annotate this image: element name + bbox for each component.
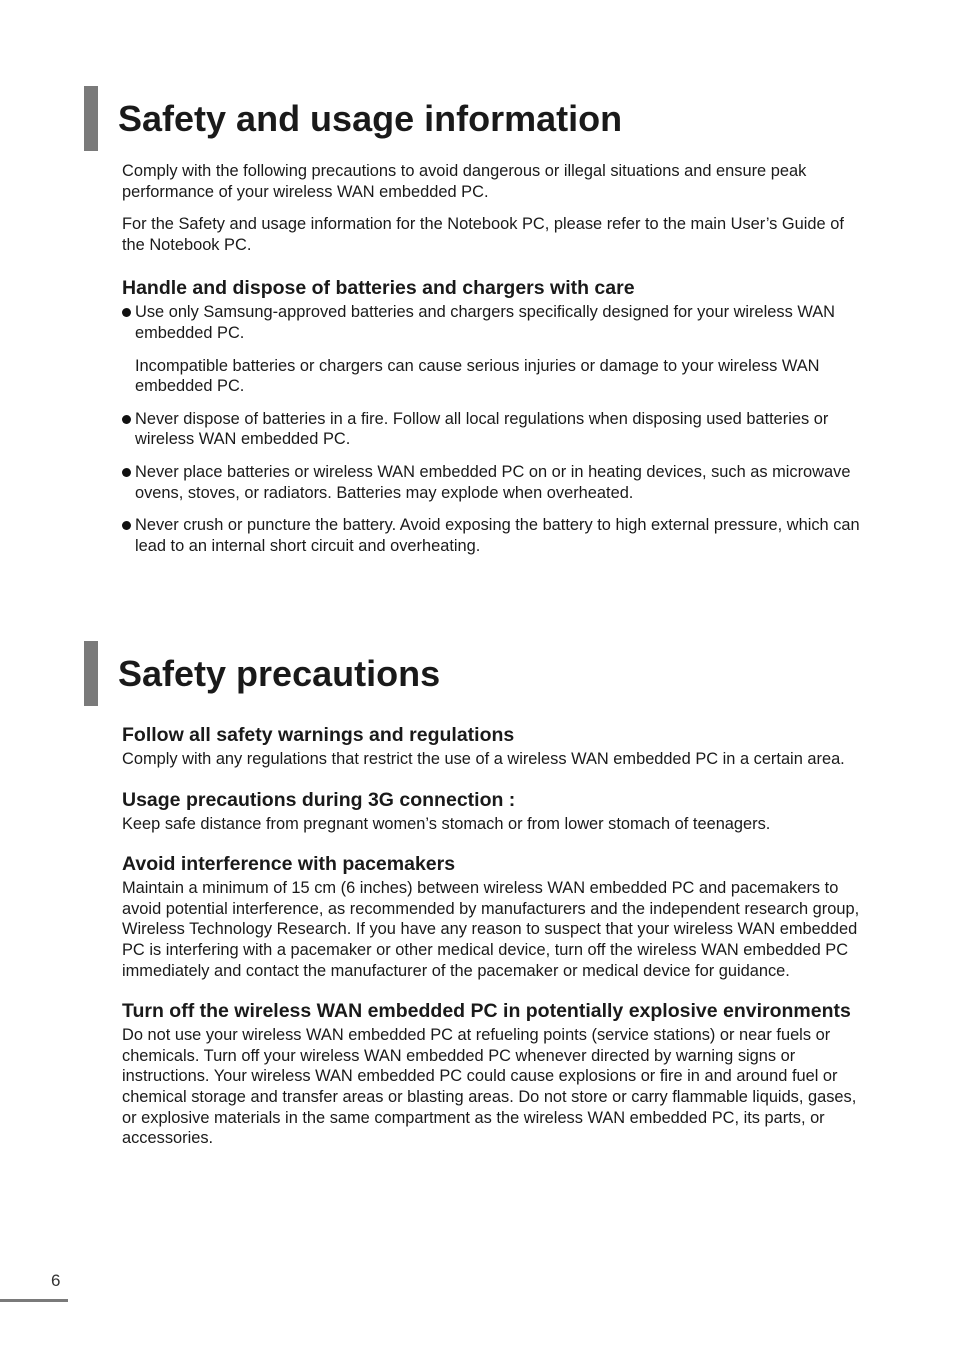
- batteries-bullet-list: [122, 302, 867, 556]
- section-marker-bar: [84, 86, 98, 151]
- subsection-heading: Turn off the wireless WAN embedded PC in potentially explosive environments: [122, 1000, 851, 1023]
- subsection-heading: Usage precautions during 3G connection :: [122, 788, 516, 811]
- bullet-text: Never place batteries or wireless WAN embedded PC on or in heating devices, such as microwave ovens, stoves, or radiators. Batteries may explode when overheated.: [135, 462, 851, 502]
- page-title: Safety and usage information: [118, 98, 623, 139]
- bullet-icon: [122, 308, 131, 317]
- bullet-icon: [122, 468, 131, 477]
- section-safety-precautions: [122, 723, 867, 1149]
- bullet-note: Incompatible batteries or chargers can cause serious injuries or damage to your wireless WAN embedded PC.: [135, 356, 820, 396]
- footer-rule: [0, 1299, 68, 1302]
- subsection-body: Comply with any regulations that restrict the use of a wireless WAN embedded PC in a certain area.: [122, 750, 845, 768]
- list-item: [122, 462, 867, 503]
- subsection-heading: Follow all safety warnings and regulations: [122, 724, 515, 746]
- bullet-text: Never crush or puncture the battery. Avoid exposing the battery to high external pressure, which can lead to an internal short circuit and overheating.: [135, 516, 860, 555]
- bullet-text: Never dispose of batteries in a fire. Follow all local regulations when disposing used batteries or wireless WAN embedded PC.: [135, 409, 829, 449]
- batteries-heading: Handle and dispose of batteries and chargers with care: [122, 277, 635, 300]
- section-title: Safety precautions: [118, 653, 441, 694]
- section-usage-info: [122, 161, 867, 556]
- intro-paragraph: Comply with the following precautions to avoid dangerous or illegal situations and ensure peak performance of your wireless WAN embedded PC.: [122, 162, 807, 201]
- intro-paragraph: For the Safety and usage information for the Notebook PC, please refer to the main User’s Guide of the Notebook PC.: [122, 215, 844, 254]
- subsection-body: Do not use your wireless WAN embedded PC at refueling points (service stations) or near fuels or chemicals. Turn off your wireless WAN embedded PC whenever directed by warning signs or instructions. Your wireless WAN embedded PC could cause explosions or fire in and around fuel or chemical storage and transfer areas or blasting areas. Do not store or carry flammable liquids, gases, or explosive materials in the same compartment as the wireless WAN embedded PC, its parts, or accessories.: [122, 1026, 857, 1148]
- subsection-body: Maintain a minimum of 15 cm (6 inches) between wireless WAN embedded PC and pacemakers to avoid potential interference, as recommended by manufacturers and the independent research group, Wireless Technology Research. If you have any reason to suspect that your wireless WAN embedded PC is interfering with a pacemaker or other medical device, turn off the wireless WAN embedded PC immediately and contact the manufacturer of the pacemaker or medical device for guidance.: [122, 879, 860, 980]
- subsection-body: Keep safe distance from pregnant women’s stomach or from lower stomach of teenagers.: [122, 814, 771, 833]
- bullet-text: Use only Samsung-approved batteries and chargers specifically designed for your wireless WAN embedded PC.: [135, 303, 835, 342]
- list-item: [122, 302, 867, 396]
- subsection-heading: Avoid interference with pacemakers: [122, 853, 456, 876]
- bullet-icon: [122, 521, 131, 530]
- list-item: [122, 409, 867, 450]
- page-number: 6: [51, 1271, 61, 1290]
- section-marker-bar: [84, 641, 98, 706]
- bullet-icon: [122, 415, 131, 424]
- list-item: [122, 515, 867, 556]
